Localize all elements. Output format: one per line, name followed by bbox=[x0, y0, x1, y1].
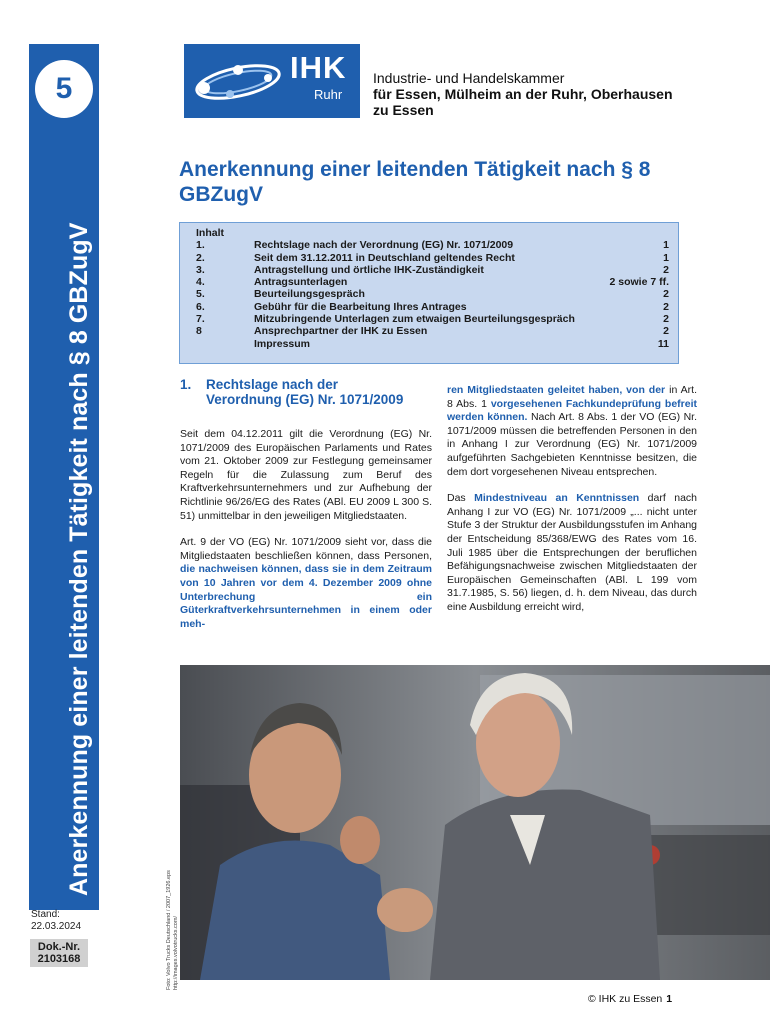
stand-label: Stand: bbox=[31, 909, 60, 920]
section-heading-line2: Verordnung (EG) Nr. 1071/2009 bbox=[206, 392, 404, 407]
logo-ihk-text: IHK bbox=[290, 50, 347, 85]
section-1-heading bbox=[180, 377, 440, 407]
toc-item-number: 4. bbox=[196, 276, 205, 289]
toc-item-page: 2 sowie 7 ff. bbox=[609, 276, 669, 289]
photo-two-men-talking bbox=[180, 665, 770, 980]
toc-item bbox=[196, 313, 669, 325]
toc-item-title: Seit dem 31.12.2011 in Deutschland geltendes Recht bbox=[254, 251, 515, 264]
toc-item bbox=[196, 264, 669, 276]
chapter-number-badge: 5 bbox=[35, 60, 93, 118]
toc-item-page: 1 bbox=[663, 239, 669, 252]
paragraph-intro: Seit dem 04.12.2011 gilt die Verordnung (EG) Nr. 1071/2009 des Europäischen Parlaments und Rates vom 21. Oktober 2009 zur Festlegung gemeinsamer Regeln für die Zulassung zum Beruf des Kraftverkehrsunternehmers und zur Aufhebung der Richtlinie 96/26/EG des Rates (ABl. EU 2009 L 300 S. 51) unmittelbar in den jeweiligen Mitgliedstaaten. bbox=[180, 428, 432, 522]
dok-label: Dok.-Nr. bbox=[37, 941, 81, 953]
chamber-line-2: für Essen, Mülheim an der Ruhr, Oberhausen bbox=[373, 86, 673, 102]
mindestniveau-text-b: darf nach Anhang I zur VO (EG) Nr. 1071/2009 „... nicht unter Stufe 3 der Struktur der Ausbildungsstufen im Anhang der Entscheidung 85/368/EWG des Rates vom 16. Juli 1985 über die Entsprechungen der beruflichen Befähigungsnachweise zwischen Mitgliedstaaten der Europäischen Gemeinschaften (ABl. L 199 vom 31.7.1985, S. 56) liegen, d. h. dem Niveau, das durch eine Ausbildung erreicht wird, bbox=[447, 492, 697, 613]
toc-item bbox=[196, 239, 669, 251]
toc-item-title: Gebühr für die Bearbeitung Ihres Antrages bbox=[254, 300, 467, 313]
continuation-highlight-2: vorgesehenen Fachkundeprüfung befreit werden können. bbox=[447, 397, 697, 424]
toc-item-number: 6. bbox=[196, 300, 205, 313]
toc-item-number: 2. bbox=[196, 251, 205, 264]
paragraph-mindestniveau bbox=[447, 492, 697, 614]
toc-item-page: 2 bbox=[663, 325, 669, 338]
toc-item-number: 3. bbox=[196, 263, 205, 276]
photo-credit-line2: http://images.volvotrucks.com/ bbox=[173, 916, 179, 990]
toc-item-page: 2 bbox=[663, 288, 669, 301]
paragraph-continuation bbox=[447, 384, 697, 479]
chamber-name bbox=[373, 70, 673, 118]
toc-item-page: 2 bbox=[663, 263, 669, 276]
page-number: 1 bbox=[666, 993, 673, 1005]
toc-item bbox=[196, 288, 669, 300]
toc-item-title: Antragstellung und örtliche IHK-Zuständigkeit bbox=[254, 263, 484, 276]
section-number: 1. bbox=[180, 377, 192, 392]
continuation-highlight-1: ren Mitgliedstaaten geleitet haben, von der bbox=[447, 384, 666, 396]
toc-item-number bbox=[196, 338, 254, 350]
toc-item bbox=[196, 338, 669, 350]
toc-item-page: 1 bbox=[663, 251, 669, 264]
toc-item-page: 2 bbox=[663, 300, 669, 313]
toc-item bbox=[196, 252, 669, 264]
page-footer bbox=[588, 993, 672, 1005]
toc-item-title: Antragsunterlagen bbox=[254, 276, 348, 289]
side-title-vertical: Anerkennung einer leitenden Tätigkeit nach § 8 GBZugV bbox=[65, 222, 93, 896]
text-column-right bbox=[447, 384, 697, 628]
toc-item-title: Ansprechpartner der IHK zu Essen bbox=[254, 325, 428, 338]
toc-item-title: Impressum bbox=[254, 337, 311, 350]
toc-item bbox=[196, 325, 669, 337]
toc-item-page: 2 bbox=[663, 313, 669, 326]
document-title: Anerkennung einer leitenden Tätigkeit nach § 8 GBZugV bbox=[179, 158, 651, 206]
toc-heading: Inhalt bbox=[196, 227, 224, 239]
paragraph-art9-highlight: die nachweisen können, dass sie in dem Zeitraum von 10 Jahren vor dem 4. Dezember 2009 ohne Unterbrechung ein Güterkraftverkehrsunternehmen in einem oder meh- bbox=[180, 563, 432, 630]
photo-credit bbox=[166, 840, 180, 990]
mindestniveau-text-a: Das bbox=[447, 492, 475, 505]
mindestniveau-highlight: Mindestniveau an Kenntnissen bbox=[474, 492, 640, 505]
stand-date: 22.03.2024 bbox=[31, 921, 82, 932]
toc-item bbox=[196, 276, 669, 288]
chamber-line-1: Industrie- und Handelskammer bbox=[373, 70, 565, 86]
logo-region-text: Ruhr bbox=[314, 87, 343, 102]
toc-item-number: 8 bbox=[196, 325, 202, 338]
toc-item-title: Beurteilungsgespräch bbox=[254, 288, 365, 301]
paragraph-art9 bbox=[180, 536, 432, 631]
paragraph-art9-text: Art. 9 der VO (EG) Nr. 1071/2009 sieht vor, dass die Mitgliedstaaten beschließen können, dass Personen, bbox=[180, 536, 432, 562]
continuation-text-2: Nach Art. 8 Abs. 1 der VO (EG) Nr. 1071/2009 müssen die betreffenden Personen in den in Anhang I zur Verordnung (EG) Nr. 1071/2009 aufgeführten Sachgebieten Kenntnisse besitzen, die dem dort vorgesehenen Niveau entsprechen. bbox=[447, 411, 697, 478]
toc-item bbox=[196, 301, 669, 313]
toc-item-title: Mitzubringende Unterlagen zum etwaigen Beurteilungsgespräch bbox=[254, 313, 575, 326]
stand-info bbox=[31, 909, 81, 933]
dok-number: 2103168 bbox=[37, 953, 81, 965]
chamber-line-3: zu Essen bbox=[373, 102, 434, 118]
continuation-text-1: in Art. 8 Abs. 1 bbox=[447, 384, 697, 410]
toc-item-number: 5. bbox=[196, 288, 205, 301]
document-number-box bbox=[30, 939, 88, 967]
text-column-left bbox=[180, 428, 432, 644]
footer-copyright: © IHK zu Essen bbox=[588, 993, 663, 1005]
toc-item-number: 7. bbox=[196, 313, 205, 326]
toc-item-title: Rechtslage nach der Verordnung (EG) Nr. 1071/2009 bbox=[254, 239, 514, 252]
photo-credit-line1: Foto: Volvo Trucks Deutschland / 2007_1926.eps bbox=[166, 870, 172, 990]
orbit-logo-icon bbox=[190, 52, 286, 112]
section-heading-line1: Rechtslage nach der bbox=[206, 377, 339, 392]
toc-item-number: 1. bbox=[196, 239, 205, 252]
toc-list bbox=[196, 239, 669, 350]
toc-item-page: 11 bbox=[657, 337, 669, 350]
table-of-contents bbox=[179, 222, 679, 364]
